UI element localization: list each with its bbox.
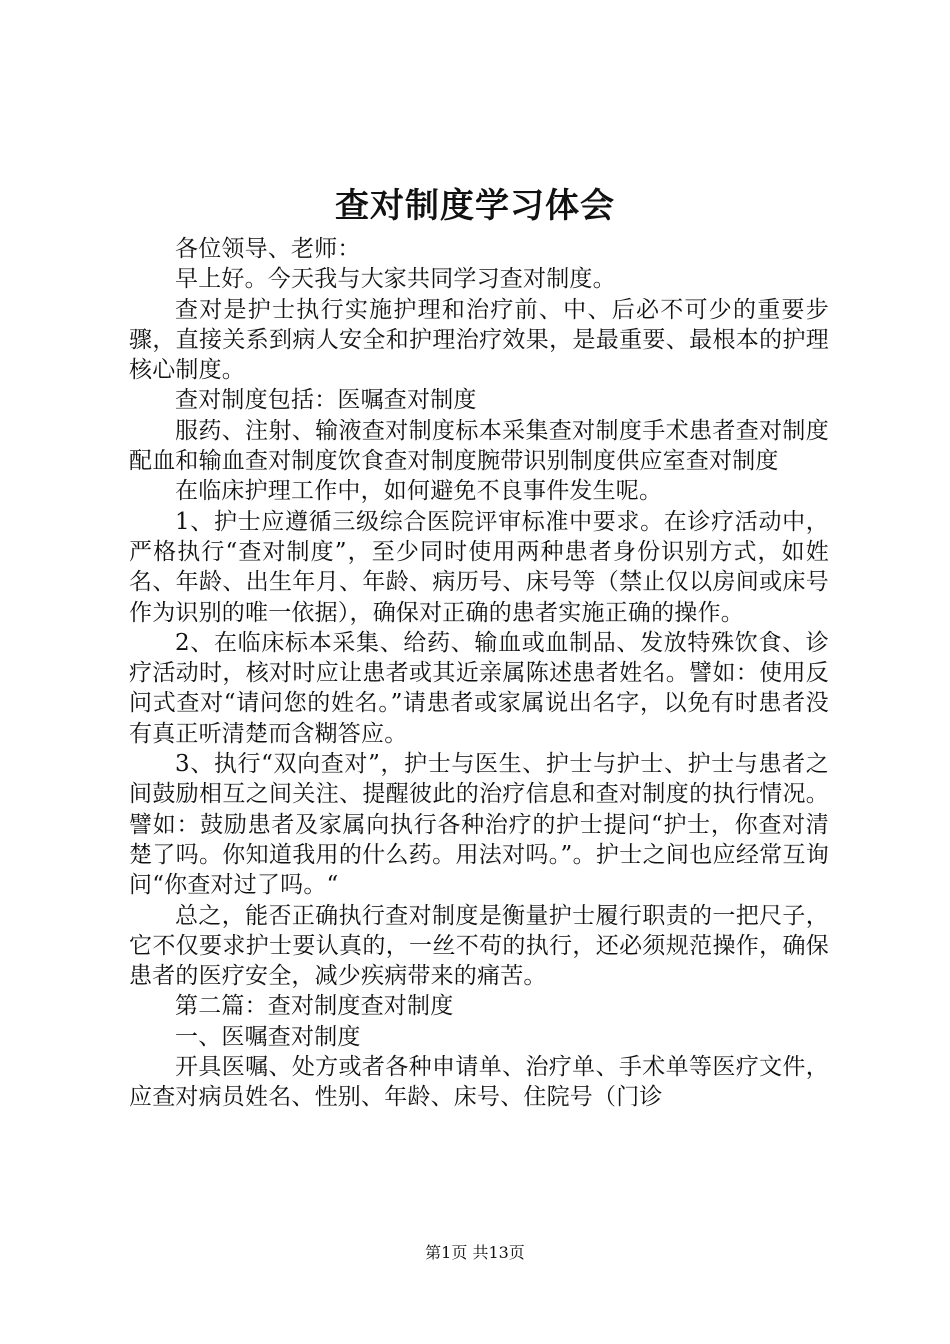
- paragraph-definition: 查对是护士执行实施护理和治疗前、中、后必不可少的重要步骤，直接关系到病人安全和护理治疗效果，是最重要、最根本的护理核心制度。: [129, 296, 829, 384]
- paragraph-order-check: 开具医嘱、处方或者各种申请单、治疗单、手术单等医疗文件，应查对病员姓名、性别、年龄、床号、住院号（门诊: [129, 1054, 829, 1111]
- paragraph-opening: 早上好。今天我与大家共同学习查对制度。: [175, 266, 616, 293]
- document-title: 查对制度学习体会: [335, 186, 615, 226]
- paragraph-includes: 查对制度包括：医嘱查对制度: [175, 387, 477, 414]
- paragraph-point-3: 3、执行“双向查对”，护士与医生、护士与护士、护士与患者之间鼓励相互之间关注、提醒彼此的治疗信息和查对制度的执行情况。譬如：鼓励患者及家属向执行各种治疗的护士提问“护士，你查对清楚了吗。你知道我用的什么药。用法对吗。”。护士之间也应经常互询问“你查对过了吗。“: [129, 751, 829, 899]
- section-heading-order-check: 一、医嘱查对制度: [175, 1023, 361, 1050]
- section-heading-part-two: 第二篇：查对制度查对制度: [175, 993, 454, 1020]
- paragraph-point-1: 1、护士应遵循三级综合医院评审标准中要求。在诊疗活动中，严格执行“查对制度”，至少同时使用两种患者身份识别方式，如姓名、年龄、出生年月、年龄、病历号、床号等（禁止仅以房间或床号作为识别的唯一依据），确保对正确的患者实施正确的操作。: [129, 508, 829, 626]
- page-number-footer: 第1页 共13页: [425, 1243, 525, 1262]
- paragraph-list: 服药、注射、输液查对制度标本采集查对制度手术患者查对制度配血和输血查对制度饮食查对制度腕带识别制度供应室查对制度: [129, 417, 829, 475]
- paragraph-question: 在临床护理工作中，如何避免不良事件发生呢。: [175, 478, 663, 505]
- paragraph-point-2: 2、在临床标本采集、给药、输血或血制品、发放特殊饮食、诊疗活动时，核对时应让患者或其近亲属陈述患者姓名。譬如：使用反问式查对“请问您的姓名。”请患者或家属说出名字，以免有时患者没有真正听清楚而含糊答应。: [129, 629, 829, 747]
- paragraph-greeting: 各位领导、老师：: [175, 236, 361, 262]
- document-body: [129, 234, 829, 1113]
- paragraph-conclusion: 总之，能否正确执行查对制度是衡量护士履行职责的一把尺子，它不仅要求护士要认真的，一丝不苟的执行，还必须规范操作，确保患者的医疗安全，减少疾病带来的痛苦。: [129, 902, 829, 990]
